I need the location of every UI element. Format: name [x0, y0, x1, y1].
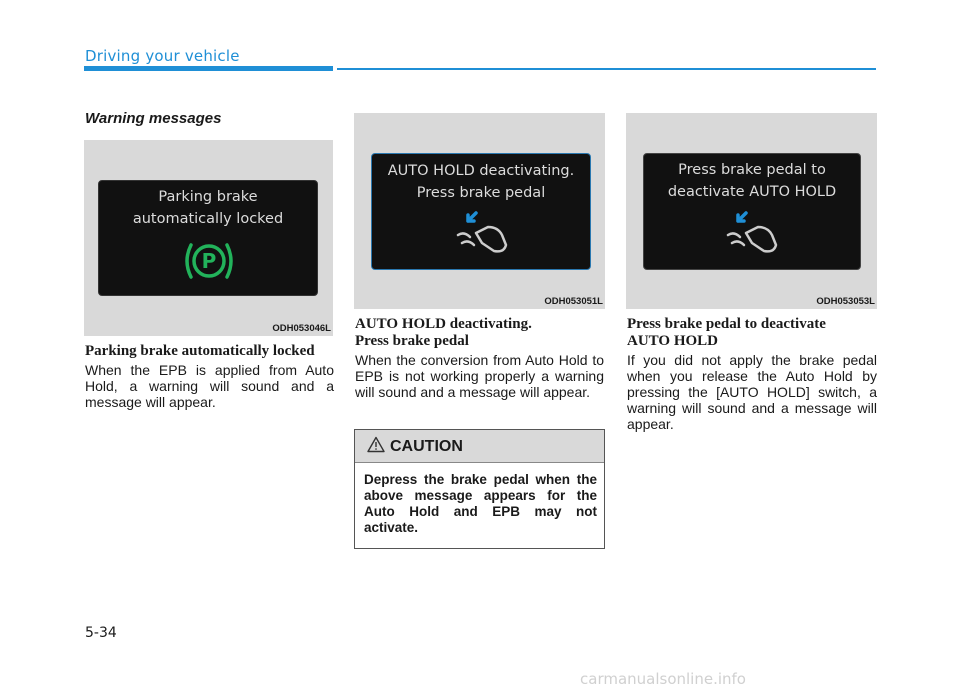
- page-number: 5-34: [85, 625, 117, 641]
- body-text-3: If you did not apply the brake pedal when you release the Auto Hold by pressing the [AUTO HOLD] switch, a warning will sound and a message will appear.: [627, 352, 877, 432]
- image-code: ODH053053L: [816, 296, 875, 307]
- parking-brake-icon: [181, 239, 237, 283]
- svg-text:P: P: [201, 249, 217, 273]
- caution-box: [354, 429, 605, 549]
- warning-triangle-icon: [367, 436, 385, 453]
- image-code: ODH053046L: [272, 323, 331, 334]
- watermark: carmanualsonline.info: [580, 670, 746, 688]
- caption-title-3: Press brake pedal to deactivate AUTO HOLD: [627, 316, 826, 349]
- warning-image-panel-2: [354, 113, 605, 309]
- page-title: Warning messages: [85, 110, 222, 127]
- caption-title-1: Parking brake automatically locked: [85, 343, 315, 359]
- caution-label: CAUTION: [390, 438, 463, 455]
- header-rule-thick: [84, 66, 333, 71]
- screen-message: Press brake pedal to deactivate AUTO HOLD: [667, 162, 837, 200]
- warning-image-panel-1: [84, 140, 333, 336]
- body-text-1: When the EPB is applied from Auto Hold, a warning will sound and a message will appear.: [85, 362, 334, 410]
- body-text-2: When the conversion from Auto Hold to EPB is not working properly a warning will sound and a message will appear.: [355, 352, 604, 400]
- caution-text: Depress the brake pedal when the above message appears for the Auto Hold and EPB may not activate.: [364, 472, 597, 535]
- screen-message: Parking brake automatically locked: [132, 189, 284, 227]
- section-header: Driving your vehicle: [85, 47, 240, 65]
- brake-pedal-icon: [724, 209, 784, 261]
- screen-message: AUTO HOLD deactivating. Press brake pedal: [387, 163, 575, 201]
- warning-image-panel-3: [626, 113, 877, 309]
- cluster-screen-2: [371, 153, 591, 270]
- caution-header: [355, 430, 604, 463]
- header-rule-thin: [337, 68, 876, 70]
- brake-pedal-icon: [454, 209, 514, 261]
- caption-title-2: AUTO HOLD deactivating. Press brake pedal: [355, 316, 532, 349]
- cluster-screen-1: [98, 180, 318, 296]
- image-code: ODH053051L: [544, 296, 603, 307]
- cluster-screen-3: [643, 153, 861, 270]
